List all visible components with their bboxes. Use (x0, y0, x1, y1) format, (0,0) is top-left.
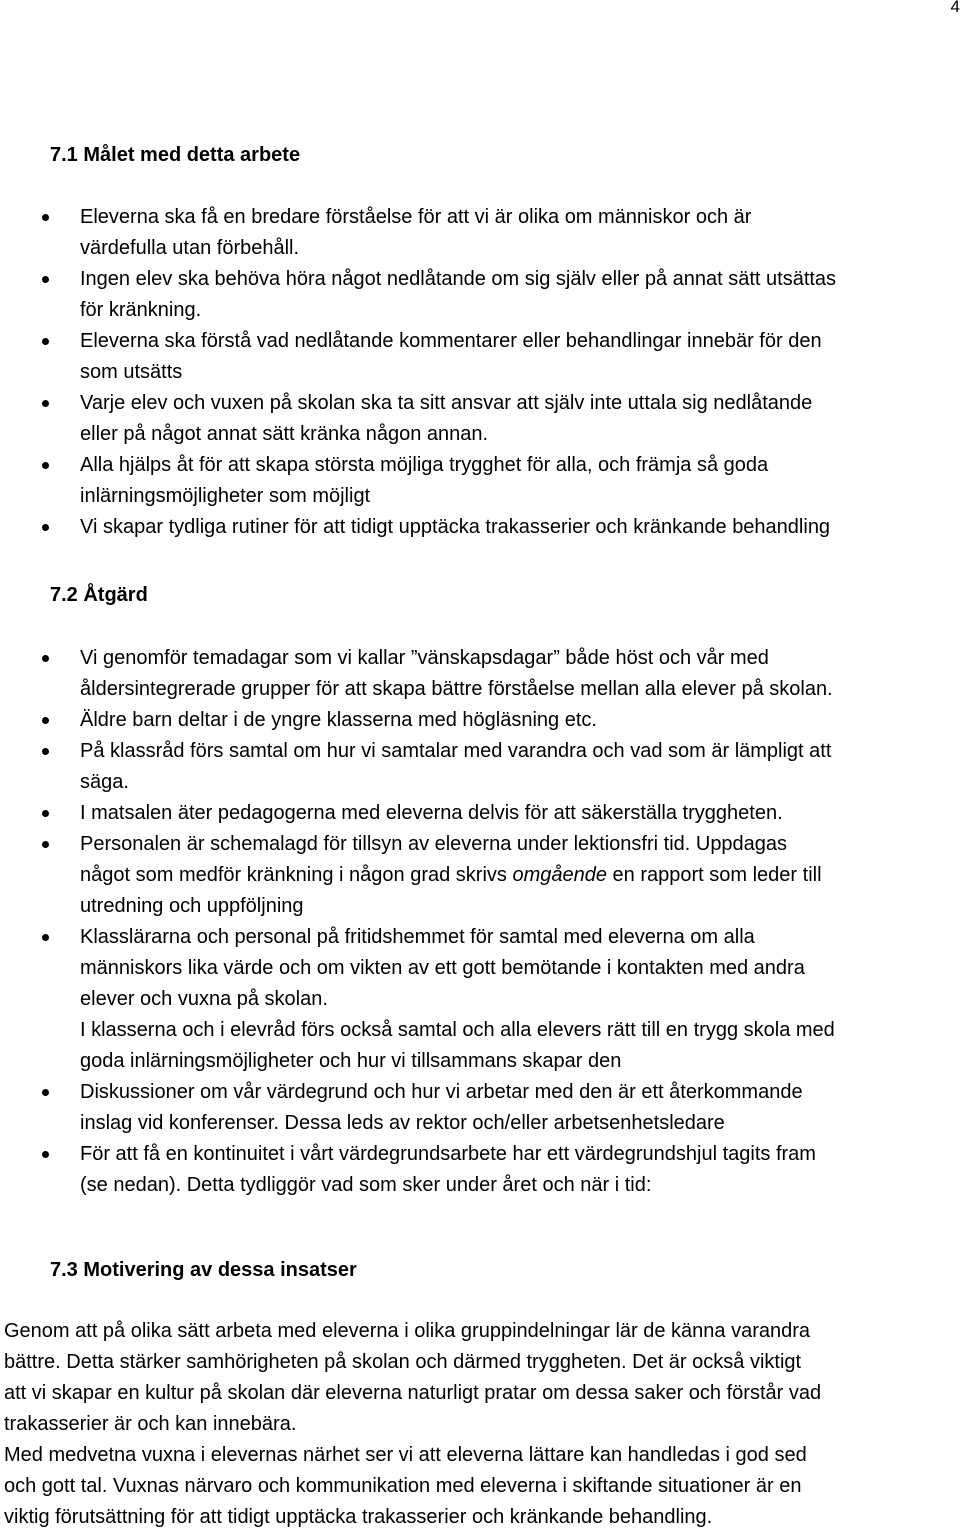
list-item-line: För att få en kontinuitet i vårt värdegrundsarbete har ett värdegrundshjul tagits fram (80, 1143, 816, 1165)
list-item-line (80, 860, 960, 891)
list-item-line: Äldre barn deltar i de yngre klasserna med högläsning etc. (80, 709, 597, 731)
list-item-line: eller på något annat sätt kränka någon annan. (80, 423, 489, 445)
paragraph-line: bättre. Detta stärker samhörigheten på skolan och därmed tryggheten. Det är också viktigt (4, 1351, 802, 1373)
list-item-line: Varje elev och vuxen på skolan ska ta sitt ansvar att själv inte uttala sig nedlåtande (80, 392, 813, 414)
list-item (0, 736, 960, 798)
list-item (0, 326, 960, 388)
list-item-line: Vi genomför temadagar som vi kallar ”vänskapsdagar” både höst och vår med (80, 647, 769, 669)
list-item (0, 705, 960, 736)
list-item-line: goda inlärningsmöjligheter och hur vi tillsammans skapar den (80, 1050, 622, 1072)
list-item (0, 1077, 960, 1139)
list-item-line: I matsalen äter pedagogerna med eleverna delvis för att säkerställa tryggheten. (80, 802, 783, 824)
list-item-line: Ingen elev ska behöva höra något nedlåtande om sig själv eller på annat sätt utsättas (80, 268, 837, 290)
paragraph-line: Med medvetna vuxna i elevernas närhet ser vi att eleverna lättare kan handledas i god sed (4, 1444, 807, 1466)
inline-text: en rapport som leder till (606, 864, 822, 886)
list-item-line: inlärningsmöjligheter som möjligt (80, 485, 371, 507)
list-item-line: inslag vid konferenser. Dessa leds av rektor och/eller arbetsenhetsledare (80, 1112, 725, 1134)
paragraph-line: att vi skapar en kultur på skolan där eleverna naturligt pratar om dessa saker och förstår vad (4, 1382, 822, 1404)
list-item-line: Klasslärarna och personal på fritidshemmet för samtal med eleverna om alla (80, 926, 755, 948)
inline-text: något som medför kränkning i någon grad skrivs (80, 864, 513, 886)
list-item-line: utredning och uppföljning (80, 895, 304, 917)
list-item-line: Vi skapar tydliga rutiner för att tidigt upptäcka trakasserier och kränkande behandling (80, 516, 831, 538)
section-heading-7-3: 7.3 Motivering av dessa insatser (50, 1259, 357, 1281)
goals-list (0, 202, 960, 543)
paragraph-line: viktig förutsättning för att tidigt upptäcka trakasserier och kränkande behandling. (4, 1506, 713, 1528)
list-item (0, 450, 960, 512)
list-item-line: för kränkning. (80, 299, 202, 321)
paragraph-line: Genom att på olika sätt arbeta med eleverna i olika gruppindelningar lär de känna varandra (4, 1320, 811, 1342)
list-item-line: I klasserna och i elevråd förs också samtal och alla elevers rätt till en trygg skola med (80, 1019, 835, 1041)
motivation-paragraph (4, 1316, 956, 1440)
list-item-line: värdefulla utan förbehåll. (80, 237, 300, 259)
list-item (0, 202, 960, 264)
list-item-line: Diskussioner om vår värdegrund och hur vi arbetar med den är ett återkommande (80, 1081, 803, 1103)
emphasized-text: omgående (512, 864, 607, 886)
list-item-line: som utsätts (80, 361, 183, 383)
list-item (0, 798, 960, 829)
page-number: 4 (950, 0, 960, 16)
list-item-line: Eleverna ska få en bredare förståelse för att vi är olika om människor och är (80, 206, 752, 228)
list-item-line: Eleverna ska förstå vad nedlåtande kommentarer eller behandlingar innebär för den (80, 330, 822, 352)
list-item (0, 829, 960, 922)
paragraph-line: trakasserier är och kan innebära. (4, 1413, 297, 1435)
actions-list (0, 643, 960, 1201)
list-item-line: elever och vuxna på skolan. (80, 988, 328, 1010)
list-item-line: Alla hjälps åt för att skapa största möjliga trygghet för alla, och främja så goda (80, 454, 769, 476)
list-item (0, 512, 960, 543)
list-item (0, 643, 960, 705)
motivation-paragraph (4, 1440, 956, 1533)
list-item (0, 1139, 960, 1201)
list-item-line: människors lika värde och om vikten av ett gott bemötande i kontakten med andra (80, 957, 805, 979)
list-item (0, 264, 960, 326)
list-item-line: Personalen är schemalagd för tillsyn av eleverna under lektionsfri tid. Uppdagas (80, 833, 788, 855)
list-item (0, 388, 960, 450)
section-heading-7-2: 7.2 Åtgärd (50, 584, 148, 606)
list-item (0, 922, 960, 1077)
section-heading-7-1: 7.1 Målet med detta arbete (50, 144, 301, 166)
list-item-line: (se nedan). Detta tydliggör vad som sker under året och när i tid: (80, 1174, 652, 1196)
list-item-line: åldersintegrerade grupper för att skapa bättre förståelse mellan alla elever på skolan. (80, 678, 833, 700)
paragraph-line: och gott tal. Vuxnas närvaro och kommunikation med eleverna i skiftande situationer är en (4, 1475, 802, 1497)
list-item-line: säga. (80, 771, 129, 793)
list-item-line: På klassråd förs samtal om hur vi samtalar med varandra och vad som är lämpligt att (80, 740, 832, 762)
